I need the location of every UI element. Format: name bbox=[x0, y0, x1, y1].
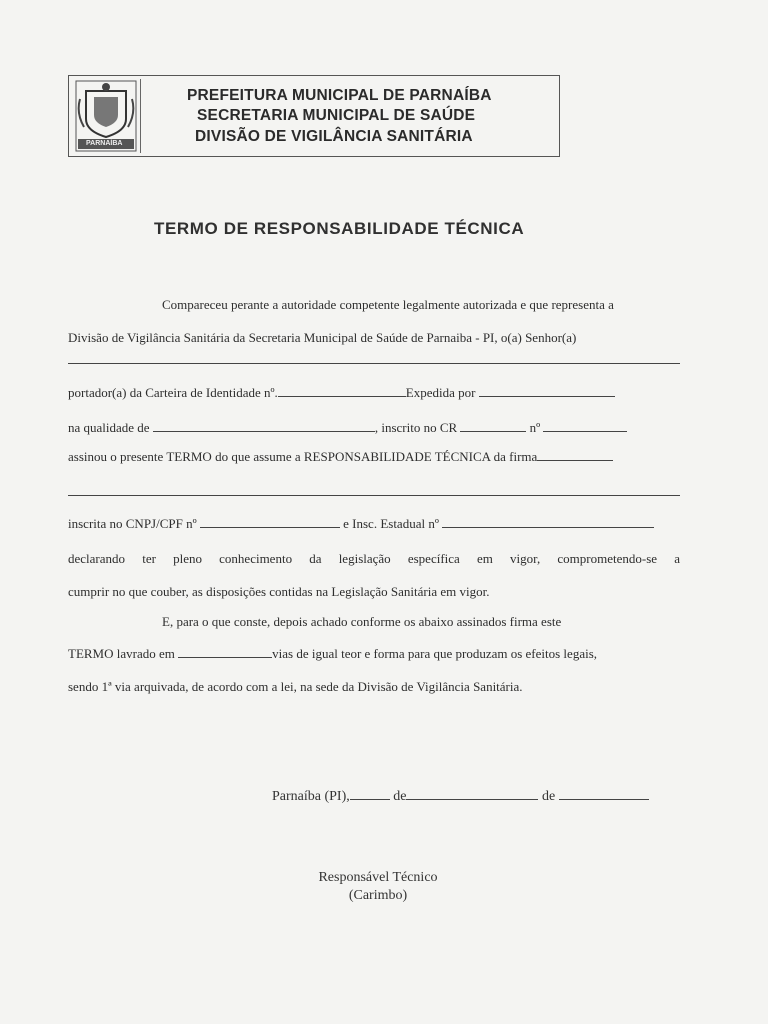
insc-label: e Insc. Estadual nº bbox=[343, 516, 439, 531]
paragraph-divisao: Divisão de Vigilância Sanitária da Secretaria Municipal de Saúde de Parnaiba - PI, o(a) Senhor(a) bbox=[68, 330, 577, 345]
document-title: TERMO DE RESPONSABILIDADE TÉCNICA bbox=[154, 219, 525, 238]
firma-field[interactable] bbox=[537, 449, 613, 461]
signature-role: Responsável Técnico bbox=[318, 870, 438, 885]
cr-field[interactable] bbox=[460, 420, 526, 432]
signature-stamp: (Carimbo) bbox=[348, 888, 408, 903]
seal-text: PARNAÍBA bbox=[86, 140, 123, 147]
qualidade-line bbox=[68, 420, 627, 436]
qualidade-label: na qualidade de bbox=[68, 420, 150, 435]
header-divisao: DIVISÃO DE VIGILÂNCIA SANITÁRIA bbox=[195, 128, 473, 145]
date-place: Parnaíba (PI), bbox=[272, 789, 350, 804]
date-de-1: de bbox=[393, 789, 407, 804]
date-line bbox=[272, 788, 649, 805]
cr-number-field[interactable] bbox=[543, 420, 627, 432]
cumprir-line: cumprir no que couber, as disposições contidas na Legislação Sanitária em vigor. bbox=[68, 584, 490, 599]
month-field[interactable] bbox=[406, 788, 538, 800]
vias-field[interactable] bbox=[178, 646, 272, 658]
paragraph-compareceu: Compareceu perante a autoridade competente legalmente autorizada e que representa a bbox=[162, 297, 614, 312]
termo-line bbox=[68, 646, 597, 662]
cnpj-label: inscrita no CNPJ/CPF nº bbox=[68, 516, 197, 531]
id-line bbox=[68, 385, 615, 401]
day-field[interactable] bbox=[350, 788, 390, 800]
assinou-line bbox=[68, 449, 613, 465]
sendo-line: sendo 1ª via arquivada, de acordo com a lei, na sede da Divisão de Vigilância Sanitária. bbox=[68, 679, 523, 694]
cnpj-line bbox=[68, 516, 654, 532]
insc-field[interactable] bbox=[442, 516, 654, 528]
cnpj-field[interactable] bbox=[200, 516, 340, 528]
header-prefeitura: PREFEITURA MUNICIPAL DE PARNAÍBA bbox=[187, 87, 492, 104]
firma-field-line[interactable] bbox=[68, 495, 680, 496]
qualidade-field[interactable] bbox=[153, 420, 375, 432]
assinou-label: assinou o presente TERMO do que assume a RESPONSABILIDADE TÉCNICA da firma bbox=[68, 449, 538, 464]
date-de-2: de bbox=[541, 789, 556, 804]
municipal-seal bbox=[72, 79, 141, 153]
cr-label: , inscrito no CR bbox=[374, 420, 458, 435]
termo-label: TERMO lavrado em bbox=[68, 646, 175, 661]
vias-label: vias de igual teor e forma para que produzam os efeitos legais, bbox=[272, 646, 598, 661]
header-box bbox=[68, 75, 560, 157]
declarando-line: declarando ter pleno conhecimento da legislação específica em vigor, comprometendo-se a bbox=[68, 551, 680, 566]
id-label: portador(a) da Carteira de Identidade nº. bbox=[68, 385, 278, 400]
expedida-field[interactable] bbox=[479, 385, 615, 397]
cr-number-label: nº bbox=[529, 420, 541, 435]
year-field[interactable] bbox=[559, 788, 649, 800]
id-number-field[interactable] bbox=[278, 385, 406, 397]
header-secretaria: SECRETARIA MUNICIPAL DE SAÚDE bbox=[197, 107, 476, 124]
conste-line: E, para o que conste, depois achado conforme os abaixo assinados firma este bbox=[162, 614, 562, 629]
expedida-label: Expedida por bbox=[405, 385, 476, 400]
name-field-line[interactable] bbox=[68, 363, 680, 364]
